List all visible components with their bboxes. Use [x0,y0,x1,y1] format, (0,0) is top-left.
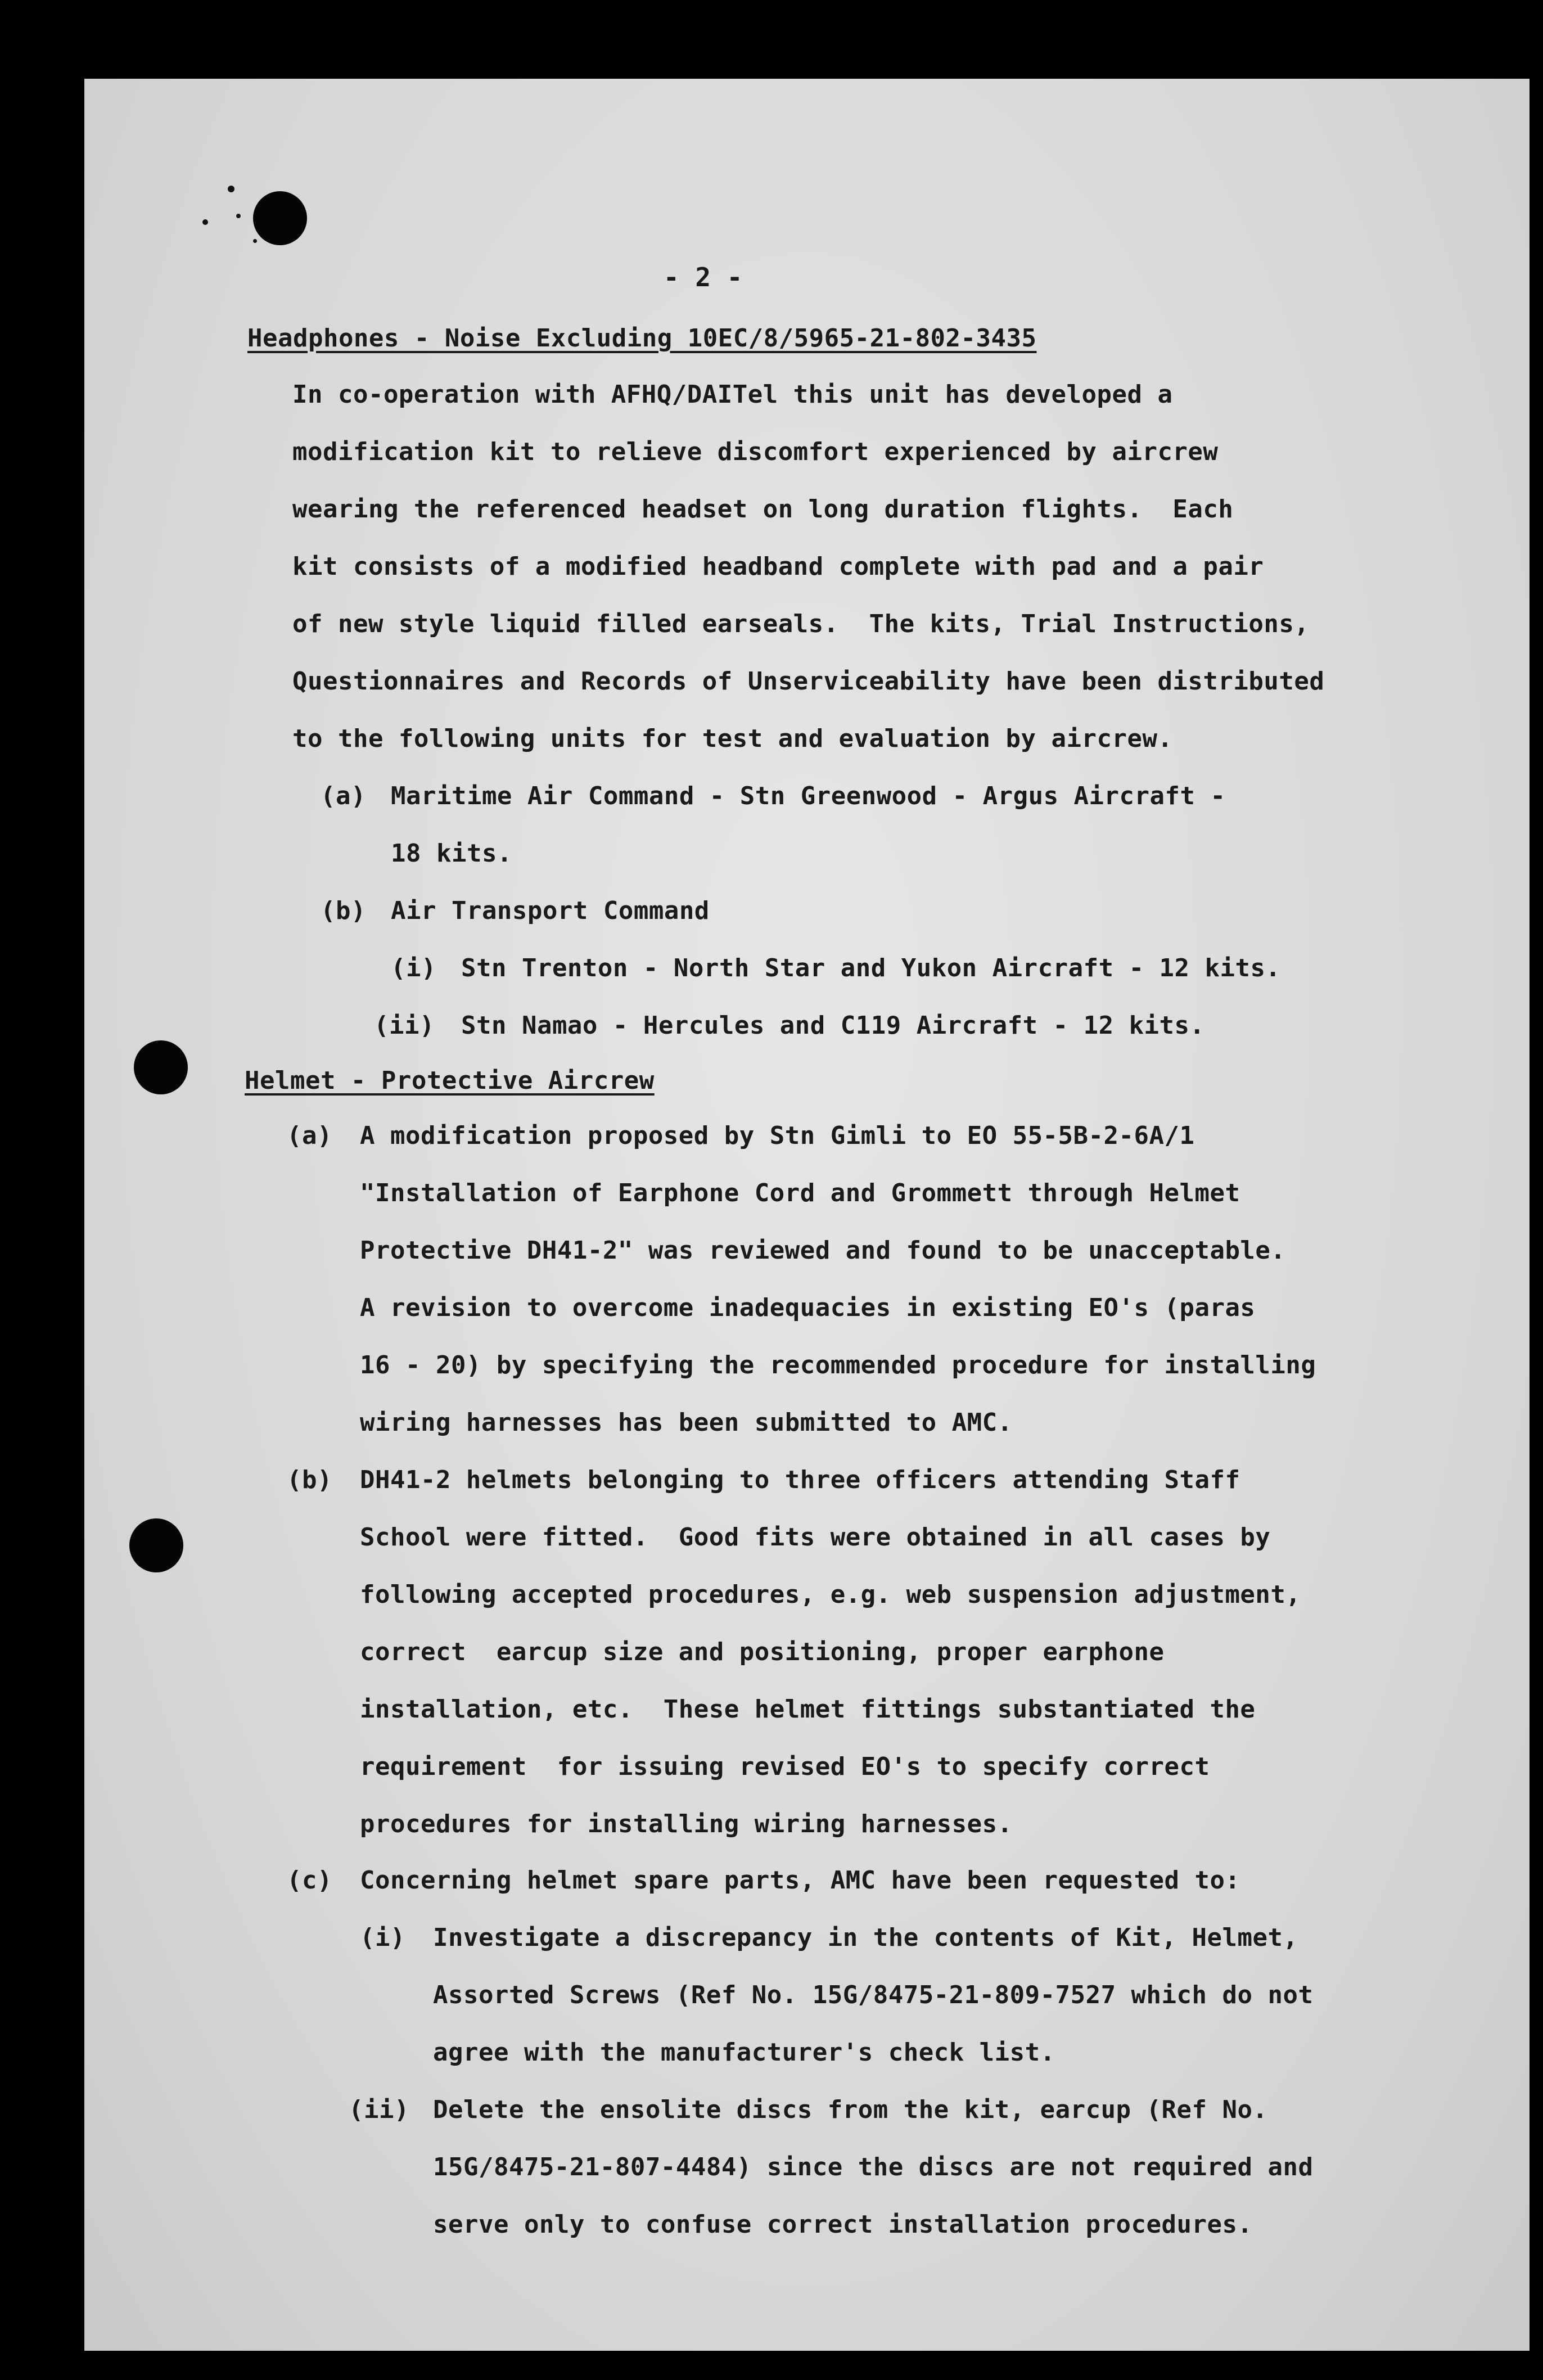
paragraph-line: wearing the referenced headset on long duration flights. Each [292,495,1234,524]
list-marker: (b) [321,896,366,925]
ink-speck [236,214,241,218]
paragraph-line: kit consists of a modified headband complete with pad and a pair [292,552,1264,581]
ink-speck [228,186,234,192]
ink-speck [202,219,208,225]
sub-list-item-text: Stn Namao - Hercules and C119 Aircraft - 12 kits. [461,1011,1205,1040]
sub-list-marker: (ii) [374,1011,435,1040]
list-item-text: 18 kits. [391,839,512,868]
sub-list-item-text: 15G/8475-21-807-4484) since the discs are not required and [433,2153,1314,2181]
ink-speck [253,239,257,243]
list-marker: (b) [287,1466,332,1494]
list-item-text: A revision to overcome inadequacies in existing EO's (paras [360,1293,1256,1322]
punch-hole-lower [129,1518,183,1572]
sub-list-item-text: serve only to confuse correct installation procedures. [433,2210,1253,2239]
sub-list-item-text: agree with the manufacturer's check list. [433,2038,1055,2067]
list-item-text: following accepted procedures, e.g. web suspension adjustment, [360,1580,1301,1609]
paragraph-line: Questionnaires and Records of Unserviceability have been distributed [292,667,1325,696]
list-item-text: A modification proposed by Stn Gimli to EO 55-5B-2-6A/1 [360,1121,1195,1150]
list-item-text: 16 - 20) by specifying the recommended procedure for installing [360,1351,1316,1380]
sub-list-item-text: Investigate a discrepancy in the contents of Kit, Helmet, [433,1923,1298,1952]
punch-hole-top [253,191,307,245]
list-item-text: wiring harnesses has been submitted to AMC. [360,1408,1013,1437]
section-heading-headphones: Headphones - Noise Excluding 10EC/8/5965-21-802-3435 [247,324,1037,353]
document-page [84,79,1530,2351]
page-number: - 2 - [664,262,743,292]
list-item-text: Air Transport Command [391,896,710,925]
paragraph-line: of new style liquid filled earseals. The kits, Trial Instructions, [292,610,1310,638]
list-item-text: Protective DH41-2" was reviewed and found to be unacceptable. [360,1236,1286,1265]
list-item-text: correct earcup size and positioning, proper earphone [360,1638,1165,1666]
paragraph-line: to the following units for test and evaluation by aircrew. [292,724,1173,753]
list-item-text: installation, etc. These helmet fittings substantiated the [360,1695,1256,1724]
sub-list-marker: (i) [391,954,436,982]
list-item-text: requirement for issuing revised EO's to specify correct [360,1752,1210,1781]
sub-list-marker: (ii) [349,2095,409,2124]
list-item-text: DH41-2 helmets belonging to three officers attending Staff [360,1466,1240,1494]
list-item-text: "Installation of Earphone Cord and Grommett through Helmet [360,1179,1240,1207]
list-item-text: Maritime Air Command - Stn Greenwood - Argus Aircraft - [391,782,1226,810]
list-marker: (a) [287,1121,332,1150]
list-marker: (a) [321,782,366,810]
punch-hole-middle [134,1040,188,1094]
sub-list-item-text: Assorted Screws (Ref No. 15G/8475-21-809-7527 which do not [433,1981,1314,2009]
list-item-text: School were fitted. Good fits were obtained in all cases by [360,1523,1271,1552]
sub-list-item-text: Delete the ensolite discs from the kit, earcup (Ref No. [433,2095,1268,2124]
sub-list-item-text: Stn Trenton - North Star and Yukon Aircraft - 12 kits. [461,954,1281,982]
list-marker: (c) [287,1866,332,1895]
section-heading-helmet: Helmet - Protective Aircrew [245,1066,655,1095]
paragraph-line: In co-operation with AFHQ/DAITel this unit has developed a [292,380,1173,409]
list-item-text: procedures for installing wiring harnesses. [360,1810,1013,1838]
paragraph-line: modification kit to relieve discomfort experienced by aircrew [292,438,1219,466]
list-item-text: Concerning helmet spare parts, AMC have been requested to: [360,1866,1240,1895]
sub-list-marker: (i) [360,1923,405,1952]
